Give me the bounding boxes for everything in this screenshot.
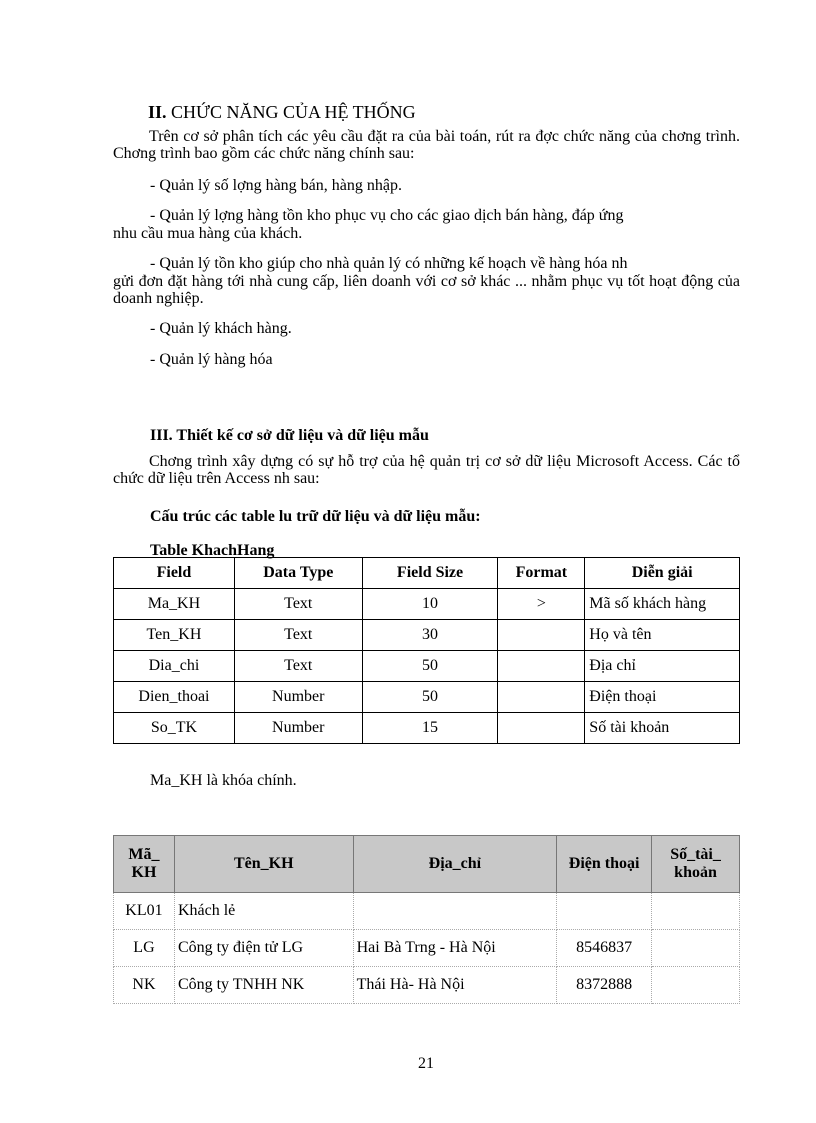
sample-data-table <box>113 835 740 1004</box>
table-row <box>114 651 740 682</box>
table-cell <box>557 893 652 930</box>
page-number: 21 <box>418 1055 434 1072</box>
table-cell: KL01 <box>114 893 175 930</box>
table-cell: 50 <box>362 651 498 682</box>
section-heading-2 <box>148 102 416 123</box>
table-cell: Dien_thoai <box>114 682 235 713</box>
table-row <box>114 589 740 620</box>
table-cell: Công ty TNHH NK <box>174 967 353 1004</box>
table-cell: Khách lẻ <box>174 893 353 930</box>
table-cell: Mã số khách hàng <box>585 589 740 620</box>
section-title: CHỨC NĂNG CỦA HỆ THỐNG <box>171 102 416 122</box>
header-cell: Field Size <box>362 558 498 589</box>
table-cell: So_TK <box>114 713 235 744</box>
table-row <box>114 967 740 1004</box>
primary-key-note: Ma_KH là khóa chính. <box>150 772 297 789</box>
table-cell: Điện thoại <box>585 682 740 713</box>
table-cell <box>652 930 740 967</box>
table-cell: Text <box>234 620 362 651</box>
table-cell: Ten_KH <box>114 620 235 651</box>
table-cell: LG <box>114 930 175 967</box>
table-cell: Thái Hà- Hà Nội <box>353 967 557 1004</box>
table-cell: 30 <box>362 620 498 651</box>
table-cell: Ma_KH <box>114 589 235 620</box>
subheading: Cấu trúc các table lu trữ dữ liệu và dữ liệu mẫu: <box>150 508 481 525</box>
table-cell <box>498 713 585 744</box>
header-cell: Mã_ KH <box>114 836 175 893</box>
section-heading-3: III. Thiết kế cơ sở dữ liệu và dữ liệu mẫu <box>150 427 429 444</box>
table-row <box>114 930 740 967</box>
table-cell: Họ và tên <box>585 620 740 651</box>
bullet-continuation: nhu cầu mua hàng của khách. <box>113 225 303 242</box>
table-cell: 15 <box>362 713 498 744</box>
table-cell: 50 <box>362 682 498 713</box>
table-title: Table KhachHang <box>150 542 275 559</box>
table-cell <box>498 682 585 713</box>
table-cell: NK <box>114 967 175 1004</box>
table-cell: 8546837 <box>557 930 652 967</box>
header-cell: Tên_KH <box>174 836 353 893</box>
table-cell <box>652 967 740 1004</box>
table-cell: Number <box>234 682 362 713</box>
table-cell <box>353 893 557 930</box>
table-row <box>114 682 740 713</box>
header-cell: Diễn giải <box>585 558 740 589</box>
header-cell: Field <box>114 558 235 589</box>
header-cell: Data Type <box>234 558 362 589</box>
bullet-item: - Quản lý tồn kho giúp cho nhà quản lý có những kế hoạch về hàng hóa nh <box>150 255 628 272</box>
table-cell <box>652 893 740 930</box>
table-cell: Text <box>234 589 362 620</box>
structure-table <box>113 557 740 744</box>
table-cell <box>498 651 585 682</box>
table-cell: Dia_chi <box>114 651 235 682</box>
table-row <box>114 620 740 651</box>
table-cell: Số tài khoản <box>585 713 740 744</box>
bullet-item: - Quản lý số lợng hàng bán, hàng nhập. <box>150 177 402 194</box>
table-cell: 10 <box>362 589 498 620</box>
table-cell: Text <box>234 651 362 682</box>
table-header-row <box>114 558 740 589</box>
table-cell: Công ty điện tử LG <box>174 930 353 967</box>
bullet-item: - Quản lý lợng hàng tồn kho phục vụ cho các giao dịch bán hàng, đáp ứng <box>150 207 624 224</box>
header-cell: Số_tài_ khoản <box>652 836 740 893</box>
table-row <box>114 713 740 744</box>
section-number: II. <box>148 102 167 122</box>
table-cell <box>498 620 585 651</box>
bullet-item: - Quản lý hàng hóa <box>150 351 273 368</box>
table-cell: > <box>498 589 585 620</box>
header-cell: Địa_chỉ <box>353 836 557 893</box>
table-header-row <box>114 836 740 893</box>
table-cell: 8372888 <box>557 967 652 1004</box>
table-row <box>114 893 740 930</box>
header-cell: Điện thoại <box>557 836 652 893</box>
section3-intro: Chơng trình xây dựng có sự hỗ trợ của hệ quản trị cơ sở dữ liệu Microsoft Access. Các tổ chức dữ liệu trên Access nh sau: <box>113 453 740 487</box>
bullet-item: - Quản lý khách hàng. <box>150 320 292 337</box>
table-cell: Number <box>234 713 362 744</box>
table-cell: Địa chỉ <box>585 651 740 682</box>
header-cell: Format <box>498 558 585 589</box>
section2-intro: Trên cơ sở phân tích các yêu cầu đặt ra của bài toán, rút ra đợc chức năng của chơng trình. Chơng trình bao gồm các chức năng chính sau: <box>113 128 740 162</box>
table-cell: Hai Bà Trng - Hà Nội <box>353 930 557 967</box>
bullet-continuation: gửi đơn đặt hàng tới nhà cung cấp, liên doanh với cơ sở khác ... nhằm phục vụ tốt hoạt động của doanh nghiệp. <box>113 273 740 307</box>
